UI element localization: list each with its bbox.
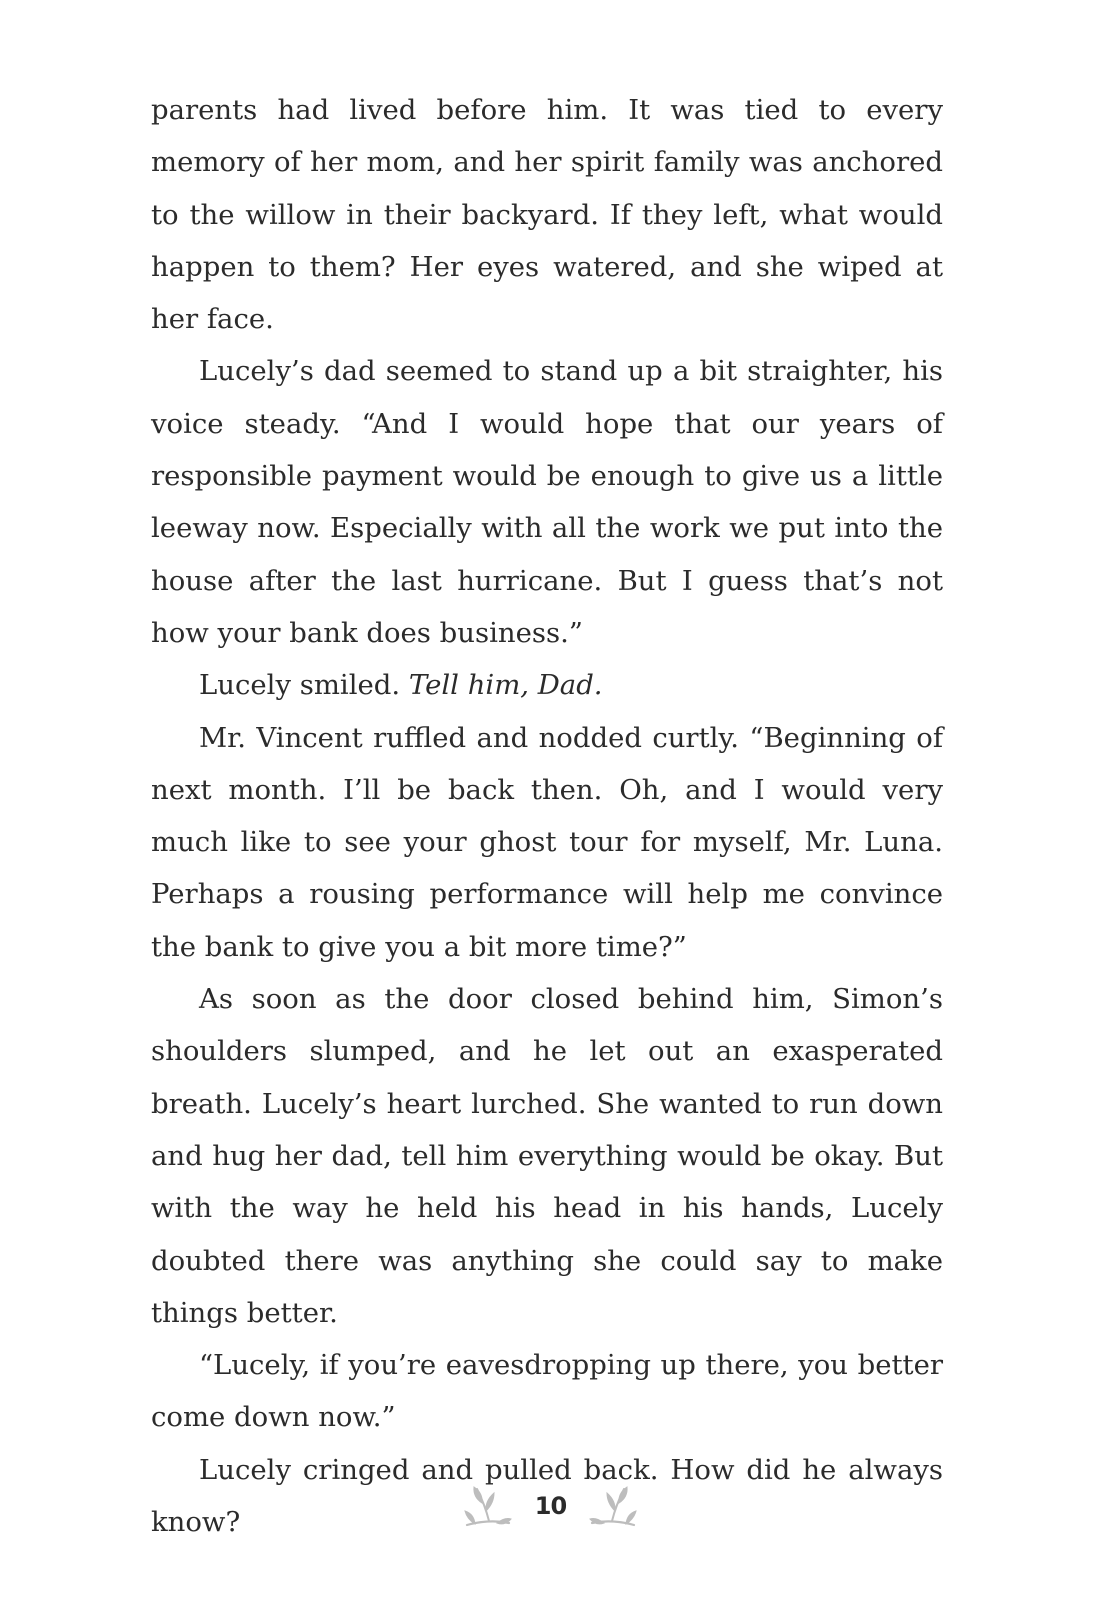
leaf-sprig-icon (586, 1481, 638, 1531)
leaf-sprig-icon (463, 1481, 515, 1531)
paragraph-3-text: Lucely smiled. (199, 669, 409, 702)
page-footer (0, 1476, 1101, 1536)
paragraph-3 (151, 659, 943, 711)
paragraph-4: Mr. Vincent ruffled and nodded curtly. “Beginning of next month. I’ll be back then. Oh, and I would very much like to see your ghost tour for myself, Mr. Luna. Perhaps a rousing performance will help me convince the bank to give you a bit more time?” (151, 721, 943, 963)
page-number: 10 (534, 1492, 567, 1520)
paragraph-6: “Lucely, if you’re eavesdropping up there, you better come down now.” (151, 1349, 943, 1434)
paragraph-3-italic: Tell him, Dad. (408, 669, 603, 702)
paragraph-7: Lucely cringed and pulled back. How did he always know? (151, 1453, 943, 1539)
paragraph-5: As soon as the door closed behind him, Simon’s shoulders slumped, and he let out an exasperated breath. Lucely’s heart lurched. She wanted to run down and hug her dad, tell him everything would be okay. But with the way he held his head in his hands, Lucely doubted there was anything she could say to make things better. (151, 983, 943, 1329)
paragraph-2: Lucely’s dad seemed to stand up a bit straighter, his voice steady. “And I would hope that our years of responsible payment would be enough to give us a little leeway now. Especially with all the work we put into the house after the last hurricane. But I guess that’s not how your bank does business.” (151, 355, 943, 649)
paragraph-1: parents had lived before him. It was tied to every memory of her mom, and her spirit family was anchored to the willow in their backyard. If they left, what would happen to them? Her eyes watered, and she wiped at her face. (151, 94, 943, 336)
body-text (151, 84, 943, 1548)
